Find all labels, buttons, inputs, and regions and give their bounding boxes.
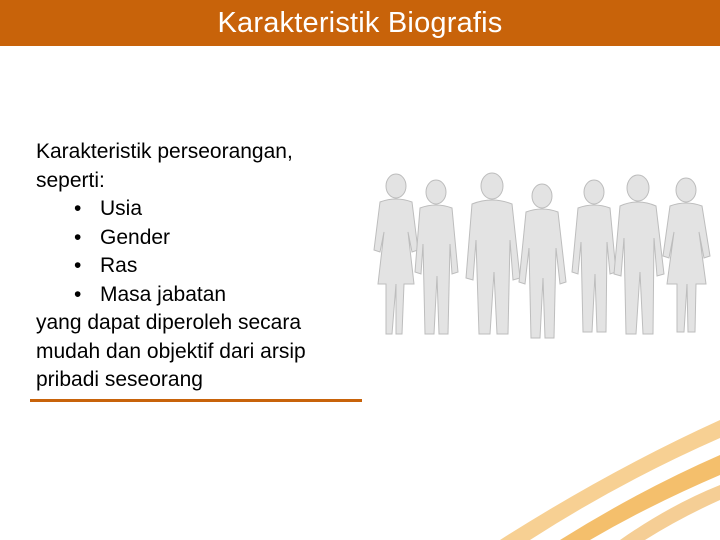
person-silhouette-icon <box>614 175 664 334</box>
bullet-glyph: • <box>74 254 82 277</box>
slide-title: Karakteristik Biografis <box>217 6 503 39</box>
body-text <box>36 138 366 395</box>
person-silhouette-icon <box>466 173 520 334</box>
person-silhouette-icon <box>415 180 458 334</box>
bullet-list <box>36 195 366 309</box>
bullet-glyph: • <box>74 197 82 220</box>
list-item: • Ras <box>36 252 366 281</box>
list-item: • Masa jabatan <box>36 281 366 310</box>
person-silhouette-icon <box>374 174 418 334</box>
intro-text: Karakteristik perseorangan, seperti: <box>36 140 293 192</box>
people-silhouettes-icon <box>366 172 720 342</box>
outro-text: yang dapat diperoleh secara mudah dan objektif dari arsip pribadi seseorang <box>36 311 306 391</box>
person-silhouette-icon <box>572 180 616 332</box>
accent-underline <box>30 399 362 402</box>
person-silhouette-icon <box>519 184 566 338</box>
list-item: • Gender <box>36 224 366 253</box>
person-silhouette-icon <box>663 178 710 332</box>
bullet-glyph: • <box>74 225 82 249</box>
bullet-glyph: • <box>74 282 82 306</box>
title-bar <box>0 0 720 46</box>
list-item: • Usia <box>36 195 366 224</box>
